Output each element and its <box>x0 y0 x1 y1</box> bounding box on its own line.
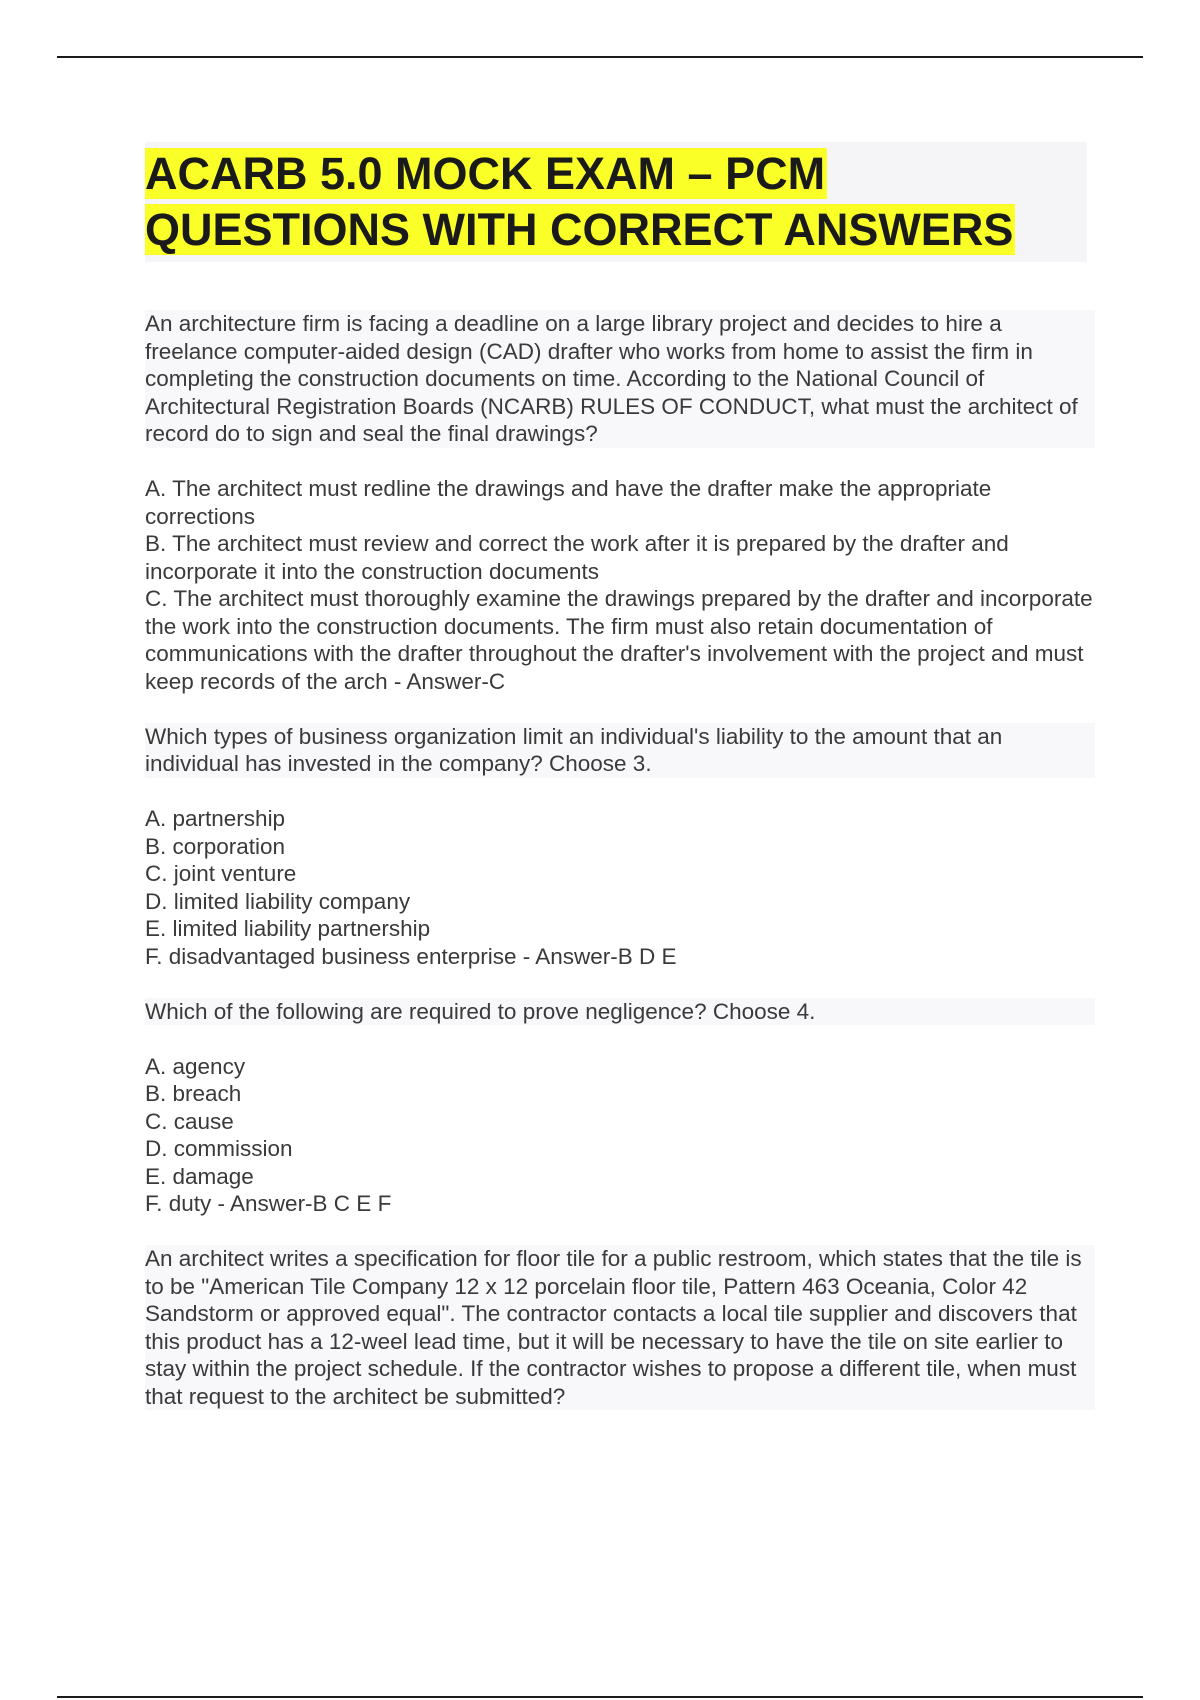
header-rule <box>57 56 1143 58</box>
question-3-options <box>145 1053 1095 1218</box>
title-line-1: ACARB 5.0 MOCK EXAM – PCM <box>145 148 826 199</box>
question-2-option-b: B. corporation <box>145 833 286 859</box>
question-1-options <box>145 475 1095 695</box>
question-1-option-b: B. The architect must review and correct the work after it is prepared by the drafter and incorporate it into the construction documents <box>145 531 1009 584</box>
document-body <box>145 142 1095 1438</box>
title-line-2: QUESTIONS WITH CORRECT ANSWERS <box>145 204 1014 255</box>
question-3-option-e: E. damage <box>145 1163 254 1189</box>
footer-rule <box>57 1696 1143 1698</box>
question-1-option-a: A. The architect must redline the drawings and have the drafter make the appropriate corrections <box>145 476 992 529</box>
question-4-prompt: An architect writes a specification for floor tile for a public restroom, which states that the tile is to be "American Tile Company 12 x 12 porcelain floor tile, Pattern 463 Oceania, Color 42 Sandstorm or approved equal". The contractor contacts a local tile supplier and discovers that this product has a 12-weel lead time, but it will be necessary to have the tile on site earlier to stay within the project schedule. If the contractor wishes to propose a different tile, when must that request to the architect be submitted? <box>145 1245 1095 1410</box>
question-3-option-b: B. breach <box>145 1081 242 1106</box>
title-block <box>145 142 1087 262</box>
question-2-option-c: C. joint venture <box>145 861 297 886</box>
question-3-option-f: F. duty - Answer-B C E F <box>145 1191 392 1216</box>
question-2-option-d: D. limited liability company <box>145 888 411 914</box>
question-3-prompt: Which of the following are required to prove negligence? Choose 4. <box>145 998 1095 1026</box>
question-2-option-a: A. partnership <box>145 806 286 831</box>
question-2-option-e: E. limited liability partnership <box>145 916 431 941</box>
question-3-option-d: D. commission <box>145 1136 293 1161</box>
question-2-prompt: Which types of business organization limit an individual's liability to the amount that an individual has invested in the company? Choose 3. <box>145 723 1095 778</box>
question-3-option-a: A. agency <box>145 1053 246 1079</box>
document-title <box>145 146 1087 258</box>
question-3-option-c: C. cause <box>145 1108 234 1134</box>
question-1-prompt: An architecture firm is facing a deadline on a large library project and decides to hire a freelance computer-aided design (CAD) drafter who works from home to assist the firm in completing the construction documents on time. According to the National Council of Architectural Registration Boards (NCARB) RULES OF CONDUCT, what must the architect of record do to sign and seal the final drawings? <box>145 310 1095 448</box>
question-1-option-c: C. The architect must thoroughly examine the drawings prepared by the drafter and incorporate the work into the construction documents. The firm must also retain documentation of communications with the drafter throughout the drafter's involvement with the project and must keep records of the arch - Answer-C <box>145 586 1093 694</box>
question-2-option-f: F. disadvantaged business enterprise - Answer-B D E <box>145 943 677 969</box>
question-2-options <box>145 805 1095 970</box>
